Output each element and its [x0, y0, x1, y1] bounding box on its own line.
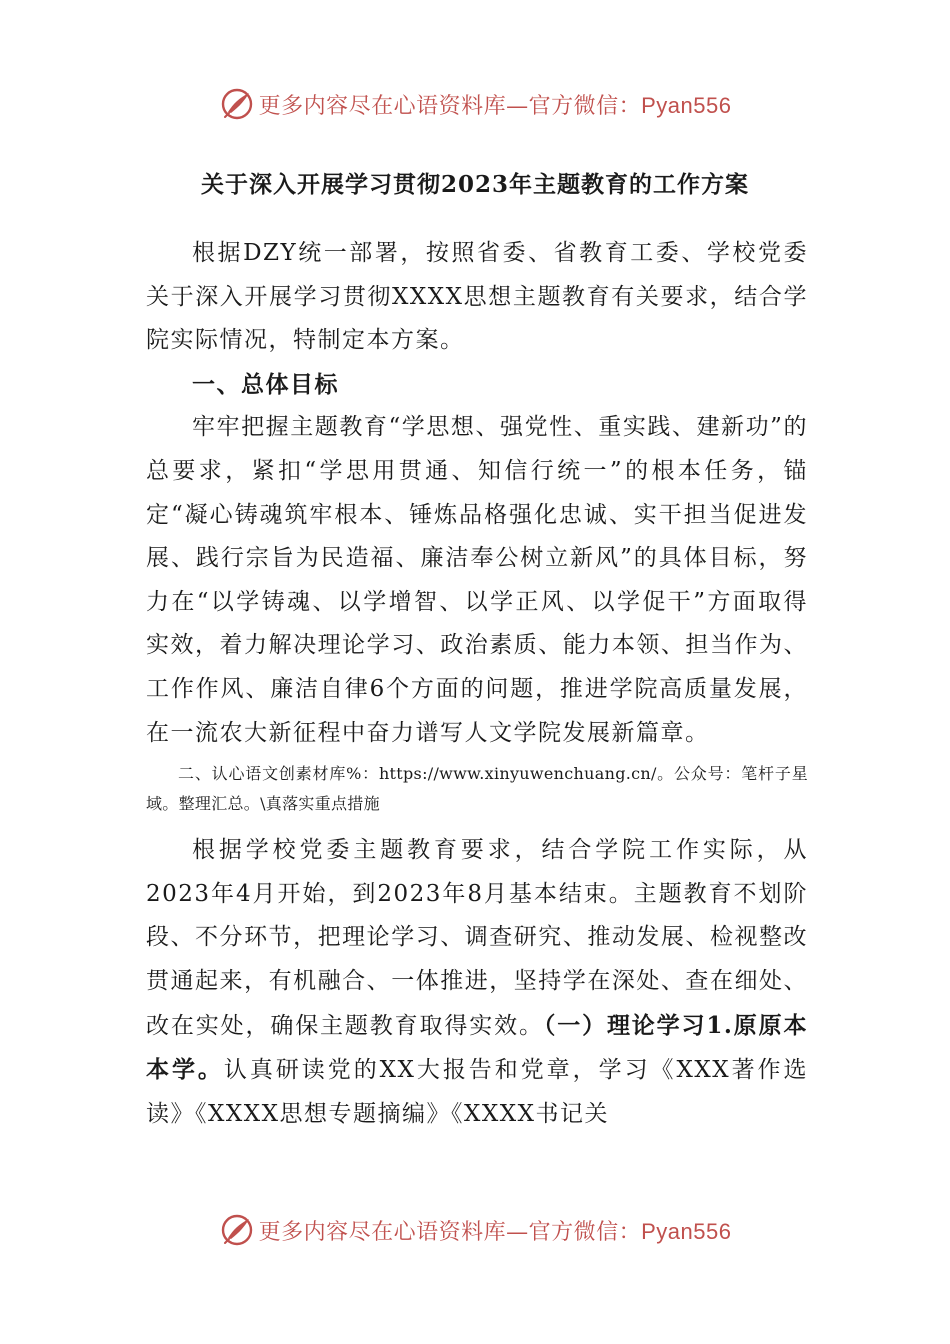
subsection-label: （一）理论学习 — [543, 1011, 707, 1039]
footer-banner-text: 更多内容尽在心语资料库—官方微信：Pyan556 — [258, 1218, 732, 1245]
quill-logo-icon — [219, 86, 255, 122]
section1-heading: 一、总体目标 — [192, 370, 339, 398]
section2-heading-note: 二、认心语文创素材库%：https://www.xinyuwenchuang.cn/。公众号：笔杆子星域。整理汇总。\真落实重点措施 — [146, 764, 808, 814]
footer-wechat-id: Pyan556 — [641, 1218, 732, 1244]
quill-logo-icon — [219, 1212, 255, 1248]
section1-paragraph: 牢牢把握主题教育“学思想、强党性、重实践、建新功”的总要求，紧扣“学思用贯通、知信行统一”的根本任务，锚定“凝心铸魂筑牢根本、锤炼品格强化忠诚、实干担当促进发展、践行宗旨为民造福、廉洁奉公树立新风”的具体目标，努力在“以学铸魂、以学增智、以学正风、以学促干”方面取得实效，着力解决理论学习、政治素质、能力本领、担当作为、工作作风、廉洁自律6个方面的问题，推进学院高质量发展，在一流农大新征程中奋力谱写人文学院发展新篇章。 — [146, 414, 808, 746]
item1-label: 1.原原本本学。 — [146, 1011, 809, 1084]
header-banner-text: 更多内容尽在心语资料库—官方微信：Pyan556 — [258, 92, 732, 119]
section2-paragraph — [146, 829, 808, 1136]
document-title: 关于深入开展学习贯彻2023年主题教育的工作方案 — [200, 171, 749, 198]
item1-body: 认真研读党的XX大报告和党章，学习《XXX著作选读》《XXXX思想专题摘编》《XXXX书记关 — [146, 1057, 808, 1127]
intro-paragraph: 根据DZY统一部署，按照省委、省教育工委、学校党委关于深入开展学习贯彻XXXX思想主题教育有关要求，结合学院实际情况，特制定本方案。 — [146, 240, 808, 354]
section2-body: 根据学校党委主题教育要求，结合学院工作实际，从2023年4月开始，到2023年8月基本结束。主题教育不划阶段、不分环节，把理论学习、调查研究、推动发展、检视整改贯通起来，有机融合、一体推进，坚持学在深处、查在细处、改在实处，确保主题教育取得实效。 — [146, 837, 808, 1039]
header-wechat-id: Pyan556 — [641, 92, 732, 118]
footer-banner — [0, 1208, 950, 1252]
header-banner — [0, 82, 950, 126]
document-body — [146, 232, 808, 1136]
